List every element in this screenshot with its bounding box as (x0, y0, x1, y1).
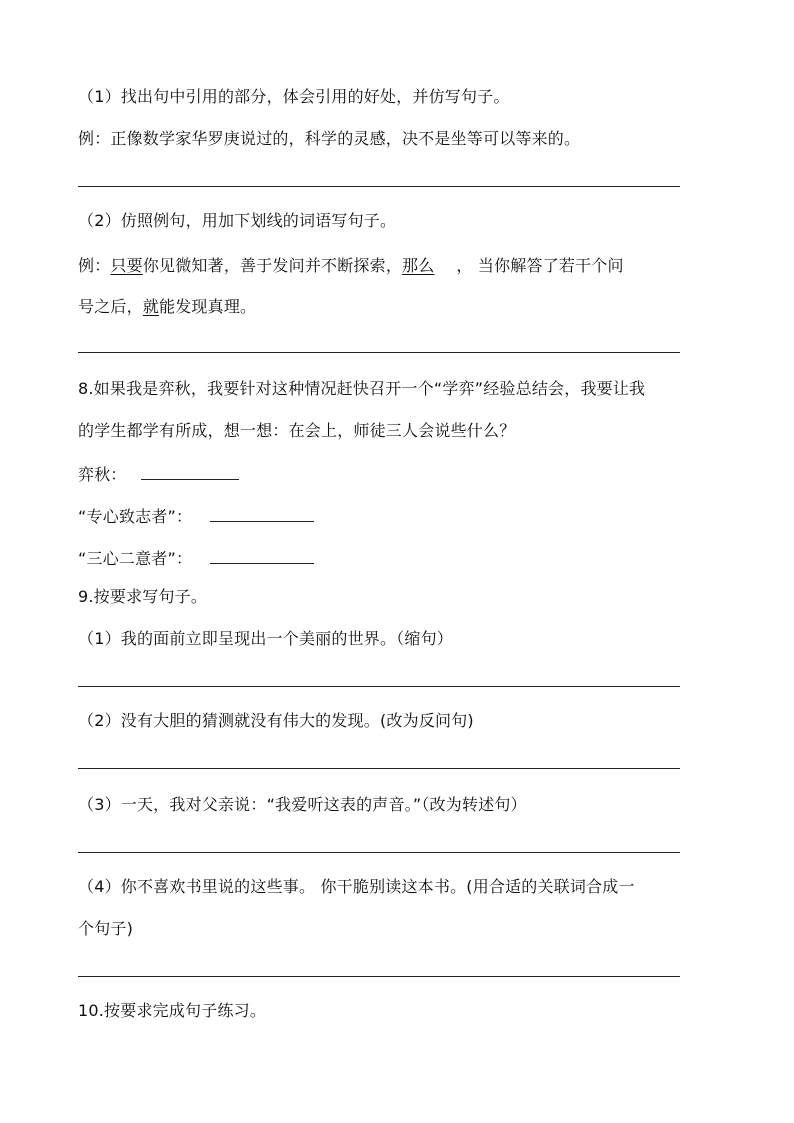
q7-item2-example-line1 (78, 254, 624, 277)
q9-item4-line2: 个句子) (78, 919, 134, 938)
q7-item2-prompt: （2）仿照例句，用加下划线的词语写句子。 (78, 211, 397, 230)
answer-line[interactable] (78, 852, 680, 853)
q9-item1: （1）我的面前立即呈现出一个美丽的世界。（缩句） (78, 629, 453, 648)
q7-item1-prompt: （1）找出句中引用的部分，体会引用的好处，并仿写句子。 (78, 87, 510, 106)
example-rest: ， 当你解答了若干个问 (456, 256, 624, 275)
answer-blank[interactable] (210, 546, 314, 564)
q8-speaker-focused: “专心致志者”： (78, 504, 314, 528)
q9-item4-line1: （4）你不喜欢书里说的这些事。 你干脆别读这本书。(用合适的关联词合成一 (78, 877, 635, 896)
q10-title: 10.按要求完成句子练习。 (78, 1001, 267, 1020)
q7-item2-example-line2: 号之后，就能发现真理。 (78, 297, 257, 316)
example-middle: 你见微知著，善于发问并不断探索， (142, 256, 403, 275)
q8-line2: 的学生都学有所成，想一想：在会上，师徒三人会说些什么？ (78, 421, 516, 440)
answer-blank[interactable] (141, 462, 239, 480)
answer-line[interactable] (78, 352, 680, 353)
underlined-word-jiu: 就 (142, 297, 160, 316)
q8-speaker-distracted: “三心二意者”： (78, 546, 314, 570)
q9-item2: （2）没有大胆的猜测就没有伟大的发现。(改为反问句) (78, 711, 474, 730)
q9-title: 9.按要求写句子。 (78, 587, 208, 606)
example-prefix: 例： (78, 256, 111, 275)
q7-item1-example: 例：正像数学家华罗庚说过的，科学的灵感，决不是坐等可以等来的。 (78, 129, 581, 148)
q9-item3: （3）一天，我对父亲说：“我爱听这表的声音。”（改为转述句） (78, 795, 527, 814)
answer-line[interactable] (78, 768, 680, 769)
answer-blank[interactable] (210, 504, 314, 522)
underlined-word-name: 那么 (402, 256, 435, 275)
underlined-word-zhiyao: 只要 (110, 256, 143, 275)
answer-line[interactable] (78, 976, 680, 977)
answer-line[interactable] (78, 186, 680, 187)
answer-line[interactable] (78, 686, 680, 687)
q8-speaker-yiqiu: 弈秋： (78, 462, 239, 486)
q8-line1: 8.如果我是弈秋，我要针对这种情况赶快召开一个“学弈”经验总结会，我要让我 (78, 379, 646, 398)
